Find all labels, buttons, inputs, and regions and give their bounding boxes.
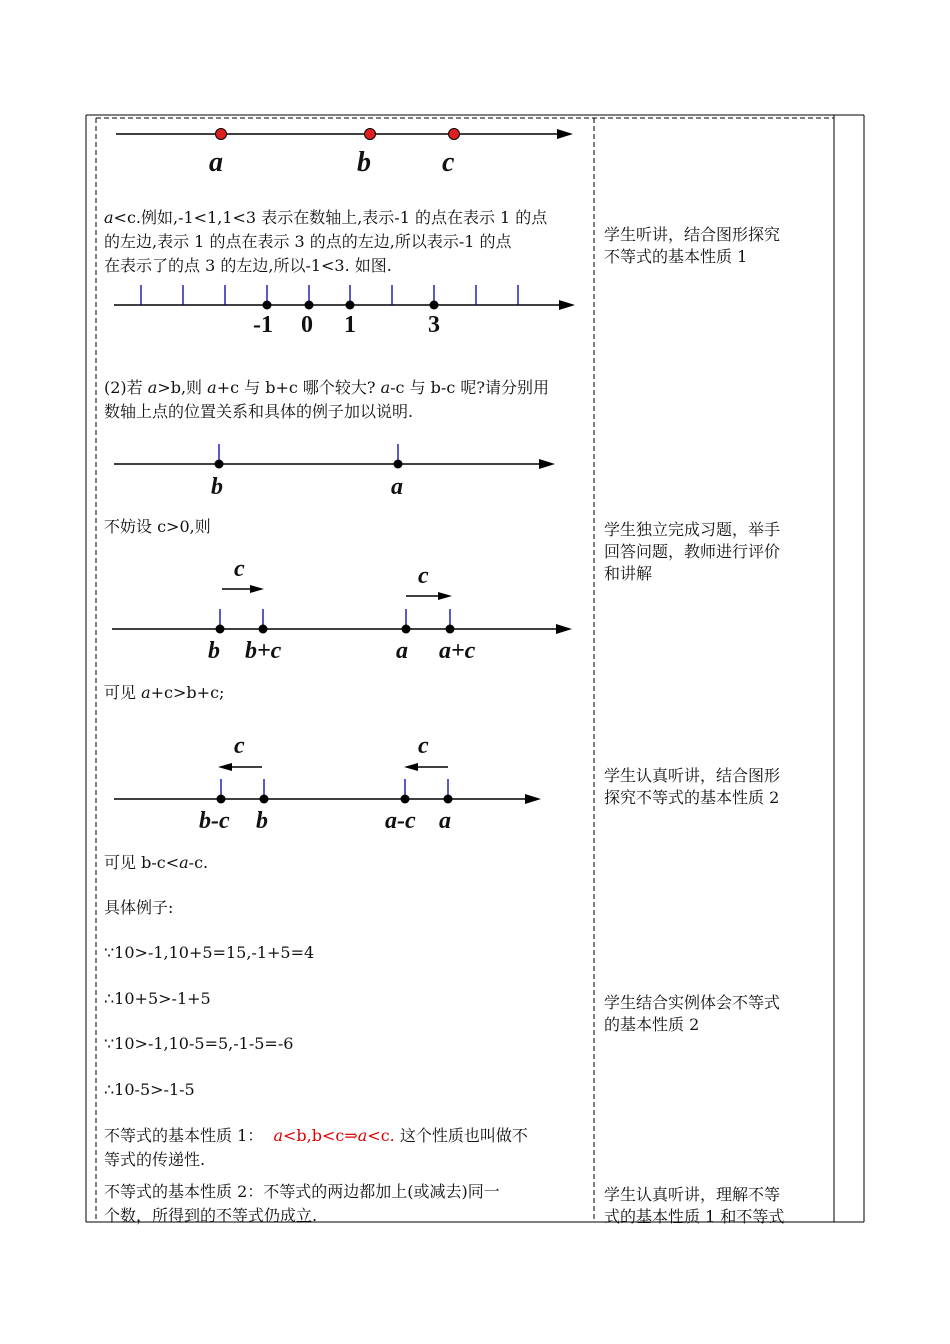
fig4-label-b: b <box>208 638 220 664</box>
result1-text: 可见 a+c>b+c; <box>104 683 225 702</box>
label-a: a <box>209 147 223 178</box>
label-c: c <box>442 147 455 178</box>
fig4-label-bc: b+c <box>245 638 282 664</box>
fig4-arrow-label-2: c <box>418 563 429 589</box>
fig4-label-ac: a+c <box>439 638 476 664</box>
property1-line1: 不等式的基本性质 1： a<b,b<c⇒a<c. 这个性质也叫做不 <box>104 1126 528 1145</box>
fig5-label-a: a <box>439 808 451 834</box>
note2-line2: 回答问题，教师进行评价 <box>604 542 781 561</box>
example-line-4: ∴10-5>-1-5 <box>104 1080 195 1099</box>
tick-label-0: 0 <box>301 312 313 338</box>
result2-text: 可见 b-c<a-c. <box>104 853 209 872</box>
question-line2: 数轴上点的位置关系和具体的例子加以说明. <box>104 402 414 421</box>
tick-label-neg1: -1 <box>253 312 273 338</box>
fig4-arrow-label-1: c <box>234 556 245 582</box>
note5-line2: 式的基本性质 1 和不等式 <box>604 1207 785 1226</box>
fig4-label-a: a <box>396 638 408 664</box>
fig5-label-bc: b-c <box>199 808 230 834</box>
fig3-label-a: a <box>391 474 403 500</box>
property2-line2: 个数，所得到的不等式仍成立. <box>104 1206 318 1225</box>
note3-line2: 探究不等式的基本性质 2 <box>604 788 780 807</box>
property2-line1: 不等式的基本性质 2：不等式的两边都加上(或减去)同一 <box>104 1182 500 1201</box>
para1-line1: a<c.例如,-1<1,1<3 表示在数轴上,表示-1 的点在表示 1 的点 <box>104 208 548 227</box>
assume-text: 不妨设 c>0,则 <box>104 517 211 536</box>
para1-line3: 在表示了的点 3 的左边,所以-1<3. 如图. <box>104 256 392 275</box>
tick-label-1: 1 <box>344 312 356 338</box>
example-line-3: ∵10>-1,10-5=5,-1-5=-6 <box>104 1034 294 1053</box>
note5-line1: 学生认真听讲，理解不等 <box>604 1185 781 1204</box>
fig5-arrow-label-2: c <box>418 733 429 759</box>
label-b: b <box>357 147 371 178</box>
property1-line2: 等式的传递性. <box>104 1150 206 1169</box>
note4-line2: 的基本性质 2 <box>604 1015 700 1034</box>
note2-line1: 学生独立完成习题，举手 <box>604 520 781 539</box>
note4-line1: 学生结合实例体会不等式 <box>604 993 781 1012</box>
para1-line2: 的左边,表示 1 的点在表示 3 的点的左边,所以表示-1 的点 <box>104 232 512 251</box>
fig5-label-ac: a-c <box>385 808 416 834</box>
note1-line2: 不等式的基本性质 1 <box>604 247 748 266</box>
fig5-arrow-label-1: c <box>234 733 245 759</box>
fig5-label-b: b <box>256 808 268 834</box>
tick-label-3: 3 <box>428 312 440 338</box>
examples-heading: 具体例子: <box>104 898 174 917</box>
note3-line1: 学生认真听讲，结合图形 <box>604 766 781 785</box>
note2-line3: 和讲解 <box>604 564 653 583</box>
example-line-2: ∴10+5>-1+5 <box>104 989 211 1008</box>
note1-line1: 学生听讲，结合图形探究 <box>604 225 781 244</box>
question-line1: (2)若 a>b,则 a+c 与 b+c 哪个较大? a-c 与 b-c 呢?请分别用 <box>104 378 549 397</box>
example-line-1: ∵10>-1,10+5=15,-1+5=4 <box>104 943 315 962</box>
fig3-label-b: b <box>211 474 223 500</box>
